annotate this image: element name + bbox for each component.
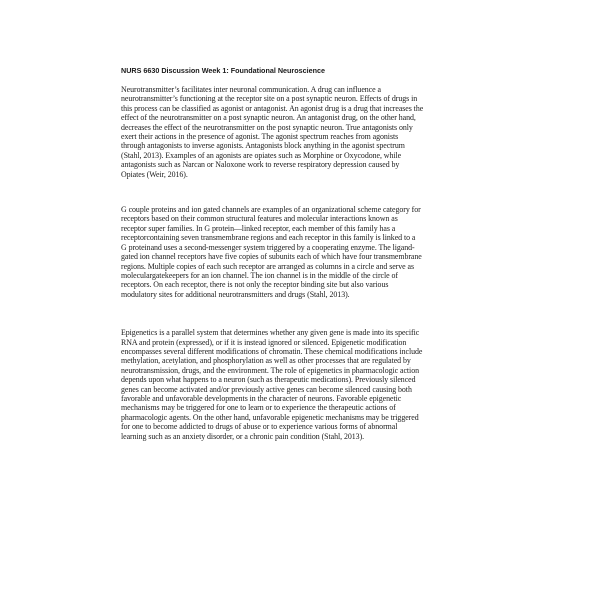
paragraph-agonist-antagonist: Neurotransmitter’s facilitates inter neuronal communication. A drug can influence a neurotransmitter’s functioning at the receptor site on a post synaptic neuron. Effects of drugs in this process can be classified as agonist or antagonist. An agonist drug is a drug that increases the effect of the neurotransmitter on a post synaptic neuron. An antagonist drug, on the other hand, decreases the effect of the neurotransmitter on the post synaptic neuron. True antagonists only exert their actions in the presence of agonist. The agonist spectrum reaches from agonists through antagonists to inverse agonists. Antagonists block anything in the agonist spectrum (Stahl, 2013). Examples of an agonists are opiates such as Morphine or Oxycodone, while antagonists such as Narcan or Naloxone work to reverse respiratory depression caused by Opiates (Weir, 2016).	[121, 85, 424, 179]
document-title: NURS 6630 Discussion Week 1: Foundational Neuroscience	[121, 66, 325, 75]
paragraph-epigenetics: Epigenetics is a parallel system that determines whether any given gene is made into its specific RNA and protein (expressed), or if it is instead ignored or silenced. Epigenetic modification encompasses several different modifications of chromatin. These chemical modifications include methylation, acetylation, and phosphorylation as well as other processes that are regulated by neurotransmission, drugs, and the environment. The role of epigenetics in pharmacologic action depends upon what happens to a neuron (such as therapeutic medications). Previously silenced genes can become activated and/or previously active genes can become silenced causing both favorable and unfavorable developments in the character of neurons. Favorable epigenetic mechanisms may be triggered for one to learn or to experience the therapeutic actions of pharmacologic agents. On the other hand, unfavorable epigenetic mechanisms may be triggered for one to become addicted to drugs of abuse or to experience various forms of abnormal learning such as an anxiety disorder, or a chronic pain condition (Stahl, 2013).	[121, 328, 423, 441]
paragraph-receptor-superfamilies: G couple proteins and ion gated channels are examples of an organizational scheme category for receptors based on their common structural features and molecular interactions known as receptor super families. In G protein—linked receptor, each member of this family has a receptorcontaining seven transmembrane regions and each receptor in this family is linked to a G proteinand uses a second-messenger system triggered by a cooperating enzyme. The ligand- gated ion channel receptors have five copies of subunits each of which have four transmembrane regions. Multiple copies of each such receptor are arranged as columns in a circle and serve as moleculargatekeepers for an ion channel. The ion channel is in the middle of the circle of receptors. On each receptor, there is not only the receptor binding site but also various modulatory sites for additional neurotransmitters and drugs (Stahl, 2013).	[121, 205, 422, 299]
document-page	[121, 66, 481, 441]
